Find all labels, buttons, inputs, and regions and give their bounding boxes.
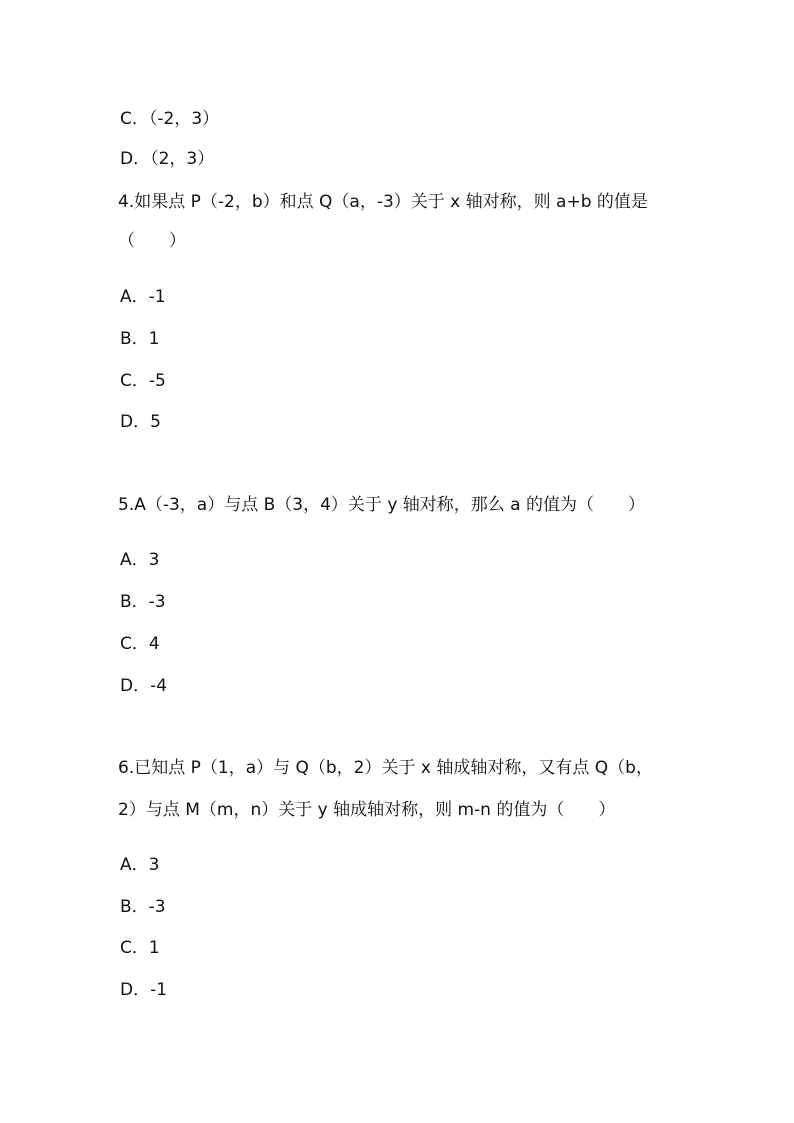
q4-option-b: B．1 <box>120 329 160 349</box>
q6-stem-line-1: 6.已知点 P（1，a）与 Q（b，2）关于 x 轴成轴对称，又有点 Q（b， <box>118 758 653 778</box>
q6-stem-line-2: 2）与点 M（m，n）关于 y 轴成轴对称，则 m-n 的值为（ ） <box>118 800 616 820</box>
q5-option-a: A．3 <box>120 550 160 570</box>
q3-option-d: D．（2，3） <box>120 149 215 169</box>
q5-stem: 5.A（-3，a）与点 B（3，4）关于 y 轴对称，那么 a 的值为（ ） <box>118 495 646 515</box>
q5-option-c: C．4 <box>120 634 160 654</box>
q4-stem-line-1: 4.如果点 P（-2，b）和点 Q（a，-3）关于 x 轴对称，则 a+b 的值是 <box>118 192 648 212</box>
q5-option-d: D．-4 <box>120 676 168 696</box>
q4-option-a: A．-1 <box>120 287 166 307</box>
q5-option-b: B．-3 <box>120 592 166 612</box>
q6-option-d: D．-1 <box>120 980 168 1000</box>
q3-option-c: C．（-2，3） <box>120 109 220 129</box>
q6-option-b: B．-3 <box>120 897 166 917</box>
q4-option-d: D．5 <box>120 412 161 432</box>
q4-option-c: C．-5 <box>120 371 166 391</box>
q6-option-a: A．3 <box>120 855 160 875</box>
q4-stem-line-2: （ ） <box>118 231 186 251</box>
q6-option-c: C．1 <box>120 938 160 958</box>
